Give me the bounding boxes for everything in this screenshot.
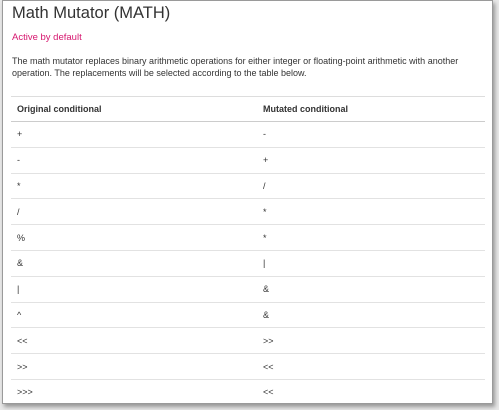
mutated-operator-cell: *: [257, 225, 485, 251]
table-row: [11, 199, 485, 225]
original-operator-cell: -: [11, 147, 257, 173]
description-paragraph: The math mutator replaces binary arithmetic operations for either integer or floating-point arithmetic with another operation. The replacements will be selected according to the table below.: [12, 56, 459, 78]
mutated-operator-cell: *: [257, 199, 485, 225]
status-label: Active by default: [12, 32, 82, 43]
document-window: [2, 0, 493, 404]
original-operator-cell: +: [11, 122, 257, 148]
mutated-operator-cell: <<: [257, 354, 485, 380]
column-header-mutated: Mutated conditional: [257, 97, 485, 122]
mutated-operator-cell: -: [257, 122, 485, 148]
column-header-original: Original conditional: [11, 97, 257, 122]
mutated-operator-cell: >>: [257, 328, 485, 354]
table-row: [11, 276, 485, 302]
original-operator-cell: <<: [11, 328, 257, 354]
mutated-operator-cell: &: [257, 302, 485, 328]
table-row: [11, 379, 485, 404]
table-row: [11, 354, 485, 380]
original-operator-cell: &: [11, 250, 257, 276]
page-title: Math Mutator (MATH): [12, 4, 171, 22]
table-row: [11, 328, 485, 354]
table-header-row: [11, 97, 485, 122]
mutated-operator-cell: &: [257, 276, 485, 302]
table-row: [11, 173, 485, 199]
table-row: [11, 225, 485, 251]
original-operator-cell: >>>: [11, 379, 257, 404]
original-operator-cell: %: [11, 225, 257, 251]
mutation-table: [11, 96, 485, 404]
mutated-operator-cell: <<: [257, 379, 485, 404]
original-operator-cell: /: [11, 199, 257, 225]
original-operator-cell: *: [11, 173, 257, 199]
original-operator-cell: ^: [11, 302, 257, 328]
mutated-operator-cell: +: [257, 147, 485, 173]
table-row: [11, 302, 485, 328]
original-operator-cell: >>: [11, 354, 257, 380]
original-operator-cell: |: [11, 276, 257, 302]
table-row: [11, 147, 485, 173]
mutated-operator-cell: /: [257, 173, 485, 199]
mutated-operator-cell: |: [257, 250, 485, 276]
table-row: [11, 122, 485, 148]
table-row: [11, 250, 485, 276]
